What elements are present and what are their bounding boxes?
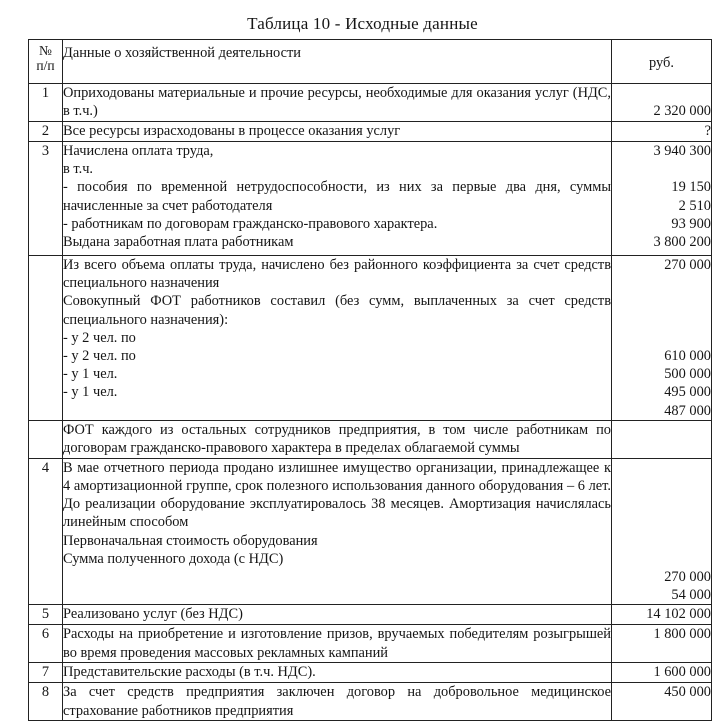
sum-value: 1 800 000 [653,626,711,643]
sum-value [612,160,711,178]
row-sum [612,625,712,663]
sum-value [612,459,711,477]
table-title: Таблица 10 - Исходные данные [247,14,478,33]
row-num [29,256,63,421]
description-line: В мае отчетного периода продано излишнее имущество организации, принадлежащее к 4 амортизационной группе, срок полезного использования данного оборудования – 6 лет. До реализации оборудование эксплуатировалось 38 месяцев. Амортизация начислялась линейным способом [63,459,611,531]
sum-value: 270 000 [664,257,711,273]
table-row-5 [29,605,712,625]
table-row-2 [29,122,712,142]
table-row-6 [29,625,712,663]
sum-value [612,550,711,568]
table-row-3-continued [29,256,712,421]
row-sum [612,256,712,421]
sum-value: 2 320 000 [653,103,711,120]
sum-value: 19 150 [671,179,711,196]
row-sum [612,122,712,142]
description-line: Сумма полученного дохода (с НДС) [63,550,284,567]
sum-value [612,495,711,513]
sum-value: 500 000 [664,366,711,383]
sum-value: 3 940 300 [653,143,711,159]
row-num: 3 [29,142,63,256]
sum-value [612,311,711,329]
row-description [63,84,612,122]
header-num-cell [29,40,63,84]
table-row-8 [29,683,712,721]
description-line: Выдана заработная плата работникам [63,234,294,251]
sum-value: 93 900 [671,215,711,232]
row-sum [612,142,712,256]
row-sum [612,605,712,625]
row-num: 8 [29,683,63,721]
sum-value: 450 000 [664,684,711,701]
row-description [63,142,612,256]
sum-value: 2 510 [678,197,711,214]
description-line: Оприходованы материальные и прочие ресурсы, необходимые для оказания услуг (НДС, в т.ч.) [63,85,611,120]
row-description [63,625,612,663]
row-description [63,683,612,721]
sum-value: ? [704,123,711,139]
sum-value [612,477,711,495]
sum-value [612,329,711,347]
sum-value [612,84,711,102]
table-row-3 [29,142,712,256]
description-line: Реализовано услуг (без НДС) [63,606,243,623]
description-line: Начислена оплата труда, [63,143,214,159]
row-description [63,458,612,605]
table-header-row [29,40,712,84]
row-num: 1 [29,84,63,122]
description-line: Расходы на приобретение и изготовление призов, вручаемых победителям розыгрышей во время проведения массовых рекламных кампаний [63,626,611,661]
description-line: ФОТ каждого из остальных сотрудников предприятия, в том числе работникам по договорам гражданско-правового характера в пределах облагаемой суммы [63,421,611,456]
description-line: - у 1 чел. [63,366,118,383]
row-num: 6 [29,625,63,663]
row-description [63,605,612,625]
sum-value [612,292,711,310]
row-description [63,256,612,421]
row-description [63,663,612,683]
table-row-1 [29,84,712,122]
sum-value [612,532,711,550]
row-sum [612,683,712,721]
description-line: - пособия по временной нетрудоспособности, из них за первые два дня, суммы начисленные за счет работодателя [63,179,611,214]
header-sum-cell: руб. [612,40,712,84]
header-num-sublabel: п/п [36,58,55,73]
sum-value: 1 600 000 [653,664,711,681]
row-sum [612,84,712,122]
row-num: 5 [29,605,63,625]
table-row-7 [29,663,712,683]
row-description [63,420,612,458]
description-line: Совокупный ФОТ работников составил (без сумм, выплаченных за счет средств специального назначения): [63,293,611,328]
description-line: Первоначальная стоимость оборудования [63,532,318,549]
sum-value: 3 800 200 [653,234,711,250]
row-num: 7 [29,663,63,683]
table-row-3-fot [29,420,712,458]
row-description [63,122,612,142]
description-line: За счет средств предприятия заключен договор на добровольное медицинское страхование работников предприятия [63,684,611,719]
sum-value: 495 000 [664,384,711,401]
row-num: 4 [29,458,63,605]
sum-value: 487 000 [664,402,711,419]
description-line: - у 2 чел. по [63,329,136,346]
description-line: Из всего объема оплаты труда, начислено без районного коэффициента за счет средств специального назначения [63,257,611,292]
row-sum [612,663,712,683]
sum-value: 54 000 [671,587,711,604]
description-line: в т.ч. [63,161,94,178]
row-num [29,420,63,458]
description-line: Все ресурсы израсходованы в процессе оказания услуг [63,123,401,139]
row-sum [612,420,712,458]
table-row-4 [29,458,712,605]
description-line: - работникам по договорам гражданско-правового характера. [63,215,438,232]
sum-value: 270 000 [664,568,711,585]
row-sum [612,458,712,605]
row-num: 2 [29,122,63,142]
description-line: Представительские расходы (в т.ч. НДС). [63,664,316,681]
header-num-label: № [39,43,52,58]
sum-value: 610 000 [664,347,711,364]
source-data-table [28,39,712,721]
header-description-cell: Данные о хозяйственной деятельности [63,40,612,84]
sum-value: 14 102 000 [646,606,711,623]
sum-value [612,274,711,292]
description-line: - у 1 чел. [63,384,118,401]
description-line: - у 2 чел. по [63,348,136,365]
sum-value [612,513,711,531]
